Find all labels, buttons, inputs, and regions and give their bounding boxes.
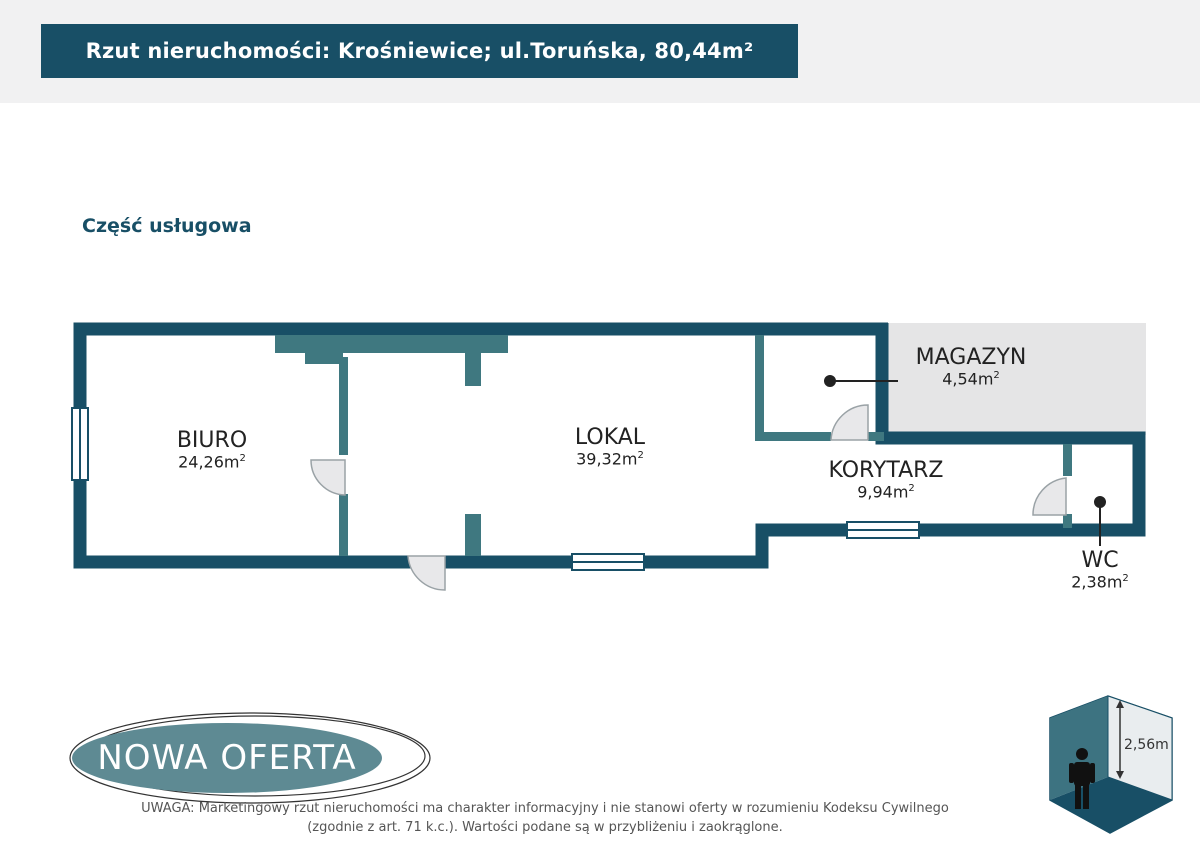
room-name: LOKAL <box>574 425 646 450</box>
room-name: BIURO <box>176 428 248 453</box>
room-height-icon <box>1050 696 1172 833</box>
room-area: $2,38m^2$ <box>1071 572 1129 592</box>
disclaimer <box>60 800 1030 838</box>
disclaimer-line-1: UWAGA: Marketingowy rzut nieruchomości ma charakter informacyjny i nie stanowi oferty w rozumieniu Kodeksu Cywilnego <box>141 801 949 816</box>
disclaimer-line-2: (zgodnie z art. 71 k.c.). Wartości podane są w przybliżeniu i zaokrąglone. <box>307 819 783 835</box>
room-area: $24,26m^2$ <box>178 452 246 472</box>
room-label-biuro <box>152 428 272 472</box>
room-area: $9,94m^2$ <box>857 482 915 502</box>
section-title: Część usługowa <box>82 215 252 237</box>
ceiling-height-label: 2,56m <box>1124 737 1169 753</box>
room-label-korytarz <box>806 458 966 502</box>
room-name: WC <box>1081 548 1119 573</box>
room-name: KORYTARZ <box>828 458 944 483</box>
room-name: MAGAZYN <box>915 345 1027 370</box>
room-area: $4,54m^2$ <box>942 369 1000 389</box>
room-label-wc <box>1050 548 1150 592</box>
room-label-magazyn <box>896 345 1046 389</box>
room-label-lokal <box>550 425 670 469</box>
door-wc <box>1033 478 1066 515</box>
room-area: $39,32m^2$ <box>576 449 644 469</box>
badge-text: NOWA OFERTA <box>97 738 357 778</box>
door-entrance <box>408 556 445 590</box>
door-biuro <box>311 460 345 495</box>
new-offer-badge <box>72 723 382 793</box>
page-title: Rzut nieruchomości: Krośniewice; ul.Toruńska, 80,44m² <box>85 39 754 63</box>
door-storage <box>831 405 868 440</box>
